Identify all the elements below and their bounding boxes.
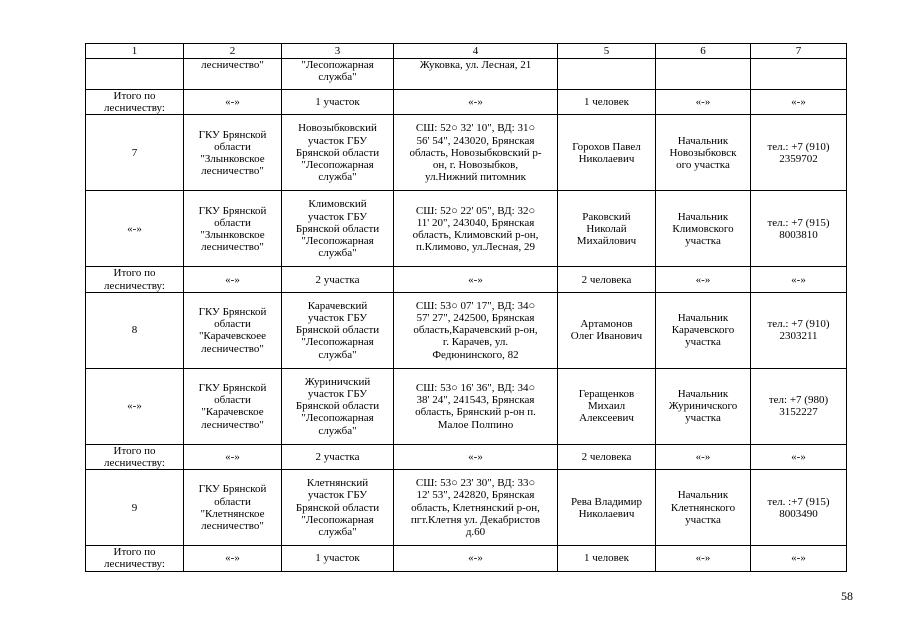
cell-person: Рева Владимир Николаевич (558, 470, 656, 546)
cell-phone: «-» (751, 546, 847, 571)
cell-site: 2 участка (282, 267, 394, 292)
cell-position (656, 59, 751, 90)
cell-site: Журиничский участок ГБУ Брянской области "Лесопожарная служба" (282, 368, 394, 444)
cell-position: Начальник Климовского участка (656, 191, 751, 267)
cell-position: «-» (656, 546, 751, 571)
cell-address: СШ: 52○ 22' 05", ВД: 32○ 11' 20", 243040, Брянская область, Климовский р-он, п.Климово, ул.Лесная, 29 (394, 191, 558, 267)
cell-number: Итого по лесничеству: (86, 546, 184, 571)
cell-phone: тел: +7 (980) 3152227 (751, 368, 847, 444)
cell-site: Карачевский участок ГБУ Брянской области "Лесопожарная служба" (282, 292, 394, 368)
cell-forestry: ГКУ Брянской области "Карачевскоее лесничество" (184, 292, 282, 368)
cell-forestry: ГКУ Брянской области "Злынковское лесничество" (184, 115, 282, 191)
cell-site: Климовский участок ГБУ Брянской области "Лесопожарная служба" (282, 191, 394, 267)
cell-position: «-» (656, 444, 751, 469)
table-row (86, 191, 847, 267)
cell-person: Артамонов Олег Иванович (558, 292, 656, 368)
cell-number: Итого по лесничеству: (86, 444, 184, 469)
cell-phone: тел. :+7 (915) 8003490 (751, 470, 847, 546)
cell-position: Начальник Карачевского участка (656, 292, 751, 368)
cell-address: СШ: 52○ 32' 10", ВД: 31○ 56' 54", 243020, Брянская область, Новозыбковский р- он, г. Новозыбков, ул.Нижний питомник (394, 115, 558, 191)
cell-person: 1 человек (558, 546, 656, 571)
cell-address: «-» (394, 90, 558, 115)
cell-site: 1 участок (282, 90, 394, 115)
cell-address: «-» (394, 546, 558, 571)
cell-number: 8 (86, 292, 184, 368)
header-cell: 7 (751, 44, 847, 59)
cell-number: 9 (86, 470, 184, 546)
cell-site: 2 участка (282, 444, 394, 469)
table-row (86, 292, 847, 368)
cell-address: СШ: 53○ 16' 36", ВД: 34○ 38' 24", 241543, Брянская область, Брянский р-он п. Малое Полпино (394, 368, 558, 444)
cell-person: Геращенков Михаил Алексеевич (558, 368, 656, 444)
cell-phone: «-» (751, 444, 847, 469)
table-row (86, 368, 847, 444)
cell-forestry: «-» (184, 90, 282, 115)
cell-person: Раковский Николай Михайлович (558, 191, 656, 267)
cell-number: «-» (86, 191, 184, 267)
cell-person: 2 человека (558, 267, 656, 292)
header-cell: 5 (558, 44, 656, 59)
cell-person (558, 59, 656, 90)
page-number: 58 (841, 589, 853, 603)
cell-address: Жуковка, ул. Лесная, 21 (394, 59, 558, 90)
cell-phone: тел.: +7 (915) 8003810 (751, 191, 847, 267)
header-row (86, 44, 847, 59)
forestry-table (85, 43, 847, 572)
cell-phone (751, 59, 847, 90)
cell-site: 1 участок (282, 546, 394, 571)
cell-person: Горохов Павел Николаевич (558, 115, 656, 191)
cell-position: «-» (656, 267, 751, 292)
total-row (86, 444, 847, 469)
cell-person: 2 человека (558, 444, 656, 469)
header-cell: 2 (184, 44, 282, 59)
cell-position: «-» (656, 90, 751, 115)
cell-site: Клетнянский участок ГБУ Брянской области "Лесопожарная служба" (282, 470, 394, 546)
cell-number: Итого по лесничеству: (86, 90, 184, 115)
cell-number: 7 (86, 115, 184, 191)
cell-address: «-» (394, 267, 558, 292)
cell-forestry: «-» (184, 267, 282, 292)
header-cell: 4 (394, 44, 558, 59)
cell-number (86, 59, 184, 90)
cell-forestry: «-» (184, 444, 282, 469)
header-cell: 1 (86, 44, 184, 59)
total-row (86, 546, 847, 571)
cell-number: Итого по лесничеству: (86, 267, 184, 292)
cell-person: 1 человек (558, 90, 656, 115)
cell-forestry: «-» (184, 546, 282, 571)
cell-forestry: ГКУ Брянской области "Карачевское лесничество" (184, 368, 282, 444)
cell-forestry: ГКУ Брянской области "Клетнянское лесничество" (184, 470, 282, 546)
cell-address: СШ: 53○ 07' 17", ВД: 34○ 57' 27", 242500, Брянская область,Карачевский р-он, г. Карачев, ул. Федюнинского, 82 (394, 292, 558, 368)
cell-forestry: ГКУ Брянской области "Злынковское лесничество" (184, 191, 282, 267)
cell-site: "Лесопожарная служба" (282, 59, 394, 90)
cell-address: «-» (394, 444, 558, 469)
cell-phone: тел.: +7 (910) 2359702 (751, 115, 847, 191)
total-row (86, 267, 847, 292)
cell-position: Начальник Клетнянского участка (656, 470, 751, 546)
cell-forestry: лесничество" (184, 59, 282, 90)
cell-site: Новозыбковский участок ГБУ Брянской области "Лесопожарная служба" (282, 115, 394, 191)
cell-position: Начальник Журиничского участка (656, 368, 751, 444)
header-cell: 6 (656, 44, 751, 59)
cell-phone: тел.: +7 (910) 2303211 (751, 292, 847, 368)
header-cell: 3 (282, 44, 394, 59)
continuation-row (86, 59, 847, 90)
total-row (86, 90, 847, 115)
table-row (86, 115, 847, 191)
cell-phone: «-» (751, 267, 847, 292)
cell-phone: «-» (751, 90, 847, 115)
cell-address: СШ: 53○ 23' 30", ВД: 33○ 12' 53", 242820, Брянская область, Клетнянский р-он, пгт.Клетня ул. Декабристов д.60 (394, 470, 558, 546)
table-row (86, 470, 847, 546)
cell-number: «-» (86, 368, 184, 444)
cell-position: Начальник Новозыбковск ого участка (656, 115, 751, 191)
